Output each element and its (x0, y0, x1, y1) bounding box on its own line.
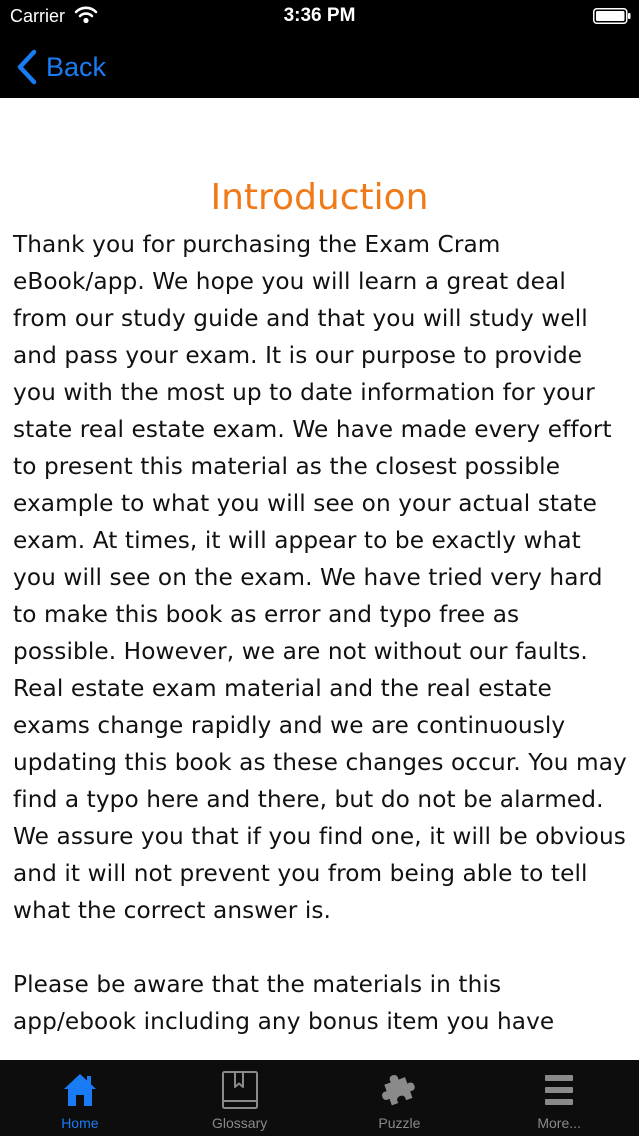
navigation-bar (0, 36, 639, 98)
intro-paragraph: Thank you for purchasing the Exam Cram eBook/app. We hope you will learn a great deal from our study guide and that you will study well and pass your exam. It is our purpose to provide you with the most up to date information for your state real estate exam. We have made every effort to present this material as the closest possible example to what you will see on your actual state exam. At times, it will appear to be exactly what you will see on the exam. We have tried very hard to make this book as error and typo free as possible. However, we are not without our faults. Real estate exam material and the real estate exams change rapidly and we are continuously updating this book as these changes occur. You may find a typo here and there, but do not be alarmed. We assure you that if you find one, it will be obvious and it will not prevent you from being able to tell what the correct answer is. (13, 231, 627, 924)
tab-more[interactable] (479, 1060, 639, 1136)
tab-home[interactable] (0, 1060, 160, 1136)
tab-home-label: Home (61, 1115, 99, 1131)
back-button[interactable] (14, 46, 106, 88)
tab-more-label: More... (537, 1115, 581, 1131)
notice-paragraph: Please be aware that the materials in this app/ebook including any bonus item you have (13, 971, 555, 1035)
battery-icon (593, 8, 631, 24)
book-icon (220, 1070, 260, 1110)
status-time: 3:36 PM (283, 5, 356, 26)
page-title: Introduction (210, 177, 429, 218)
puzzle-icon (379, 1070, 419, 1110)
tab-bar (0, 1060, 639, 1136)
chevron-left-icon (14, 49, 40, 85)
menu-icon (539, 1070, 579, 1110)
tab-puzzle-label: Puzzle (378, 1115, 421, 1131)
carrier-label: Carrier (10, 6, 66, 26)
tab-glossary-label: Glossary (212, 1115, 268, 1131)
back-button-label: Back (46, 51, 107, 82)
tab-puzzle[interactable] (320, 1060, 480, 1136)
status-bar (0, 0, 639, 36)
content-area[interactable] (0, 98, 639, 1060)
tab-glossary[interactable] (160, 1060, 320, 1136)
home-icon (60, 1070, 100, 1110)
